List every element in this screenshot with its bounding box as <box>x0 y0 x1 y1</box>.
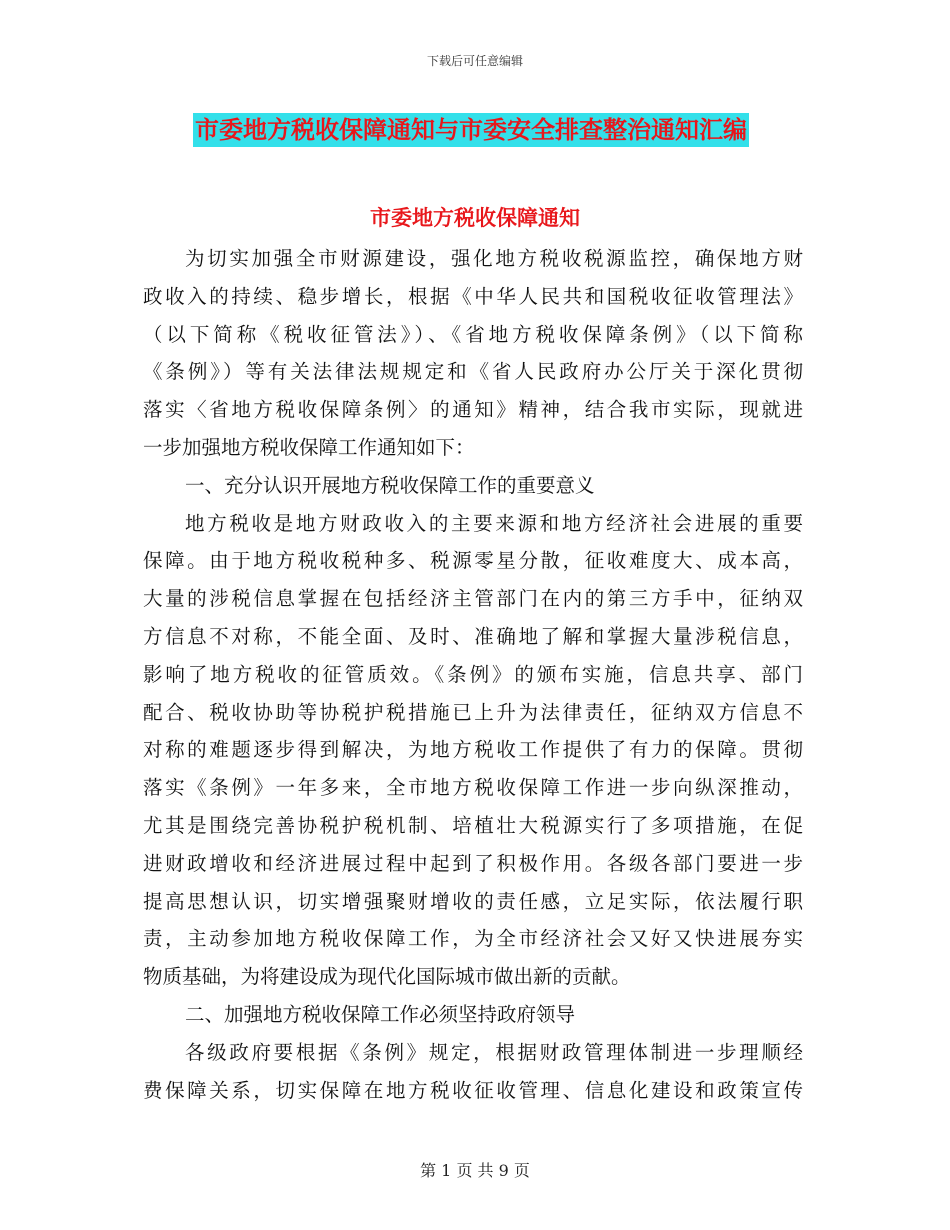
paragraph-line: 落实《条例》一年多来，全市地方税收保障工作进一步向纵深推动， <box>143 776 803 800</box>
paragraph-line: 为切实加强全市财源建设，强化地方税收税源监控，确保地方财 <box>185 247 803 270</box>
paragraph-line: 保障。由于地方税收税种多、税源零星分散，征收难度大、成本高， <box>143 549 803 573</box>
heading-line: 二、加强地方税收保障工作必须坚持政府领导 <box>185 1002 576 1026</box>
paragraph-line: 责，主动参加地方税收保障工作，为全市经济社会又好又快进展夯实 <box>143 927 803 951</box>
paragraph-line: 地方税收是地方财政收入的主要来源和地方经济社会进展的重要 <box>185 511 803 535</box>
paragraph-line: 进财政增收和经济进展过程中起到了积极作用。各级各部门要进一步 <box>143 851 803 875</box>
paragraph-line: 大量的涉税信息掌握在包括经济主管部门在内的第三方手中，征纳双 <box>143 587 803 611</box>
page-number: 第 1 页 共 9 页 <box>420 1161 530 1180</box>
paragraph-line: 一步加强地方税收保障工作通知如下： <box>143 435 475 459</box>
paragraph-line: 配合、税收协助等协税护税措施已上升为法律责任，征纳双方信息不 <box>143 700 803 724</box>
paragraph-line: 费保障关系，切实保障在地方税收征收管理、信息化建设和政策宣传 <box>143 1078 803 1102</box>
paragraph-line: 各级政府要根据《条例》规定，根据财政管理体制进一步理顺经 <box>185 1040 803 1064</box>
body-text <box>143 240 803 1109</box>
paragraph-line: 尤其是围绕完善协税护税机制、培植壮大税源实行了多项措施，在促 <box>143 813 803 837</box>
paragraph-line: （以下简称《税收征管法》）、《省地方税收保障条例》（以下简称 <box>143 322 803 346</box>
paragraph-line: 影响了地方税收的征管质效。《条例》的颁布实施，信息共享、部门 <box>143 662 803 686</box>
paragraph-line: 方信息不对称，不能全面、及时、准确地了解和掌握大量涉税信息， <box>143 624 803 648</box>
section-title: 市委地方税收保障通知 <box>370 205 580 230</box>
paragraph-line: 政收入的持续、稳步增长，根据《中华人民共和国税收征收管理法》 <box>143 284 803 308</box>
paragraph-line: 对称的难题逐步得到解决，为地方税收工作提供了有力的保障。贯彻 <box>143 738 803 762</box>
paragraph-line: 提高思想认识，切实增强聚财增收的责任感，立足实际，依法履行职 <box>143 889 803 913</box>
paragraph-line: 落实〈省地方税收保障条例〉的通知》精神，结合我市实际，现就进 <box>143 398 803 422</box>
document-title: 市委地方税收保障通知与市委安全排查整治通知汇编 <box>193 113 749 147</box>
page-header-note: 下载后可任意编辑 <box>426 54 523 68</box>
heading-line: 一、充分认识开展地方税收保障工作的重要意义 <box>185 473 595 497</box>
paragraph-line: 《条例》）等有关法律法规规定和《省人民政府办公厅关于深化贯彻 <box>143 360 803 384</box>
paragraph-line: 物质基础，为将建设成为现代化国际城市做出新的贡献。 <box>143 965 631 989</box>
